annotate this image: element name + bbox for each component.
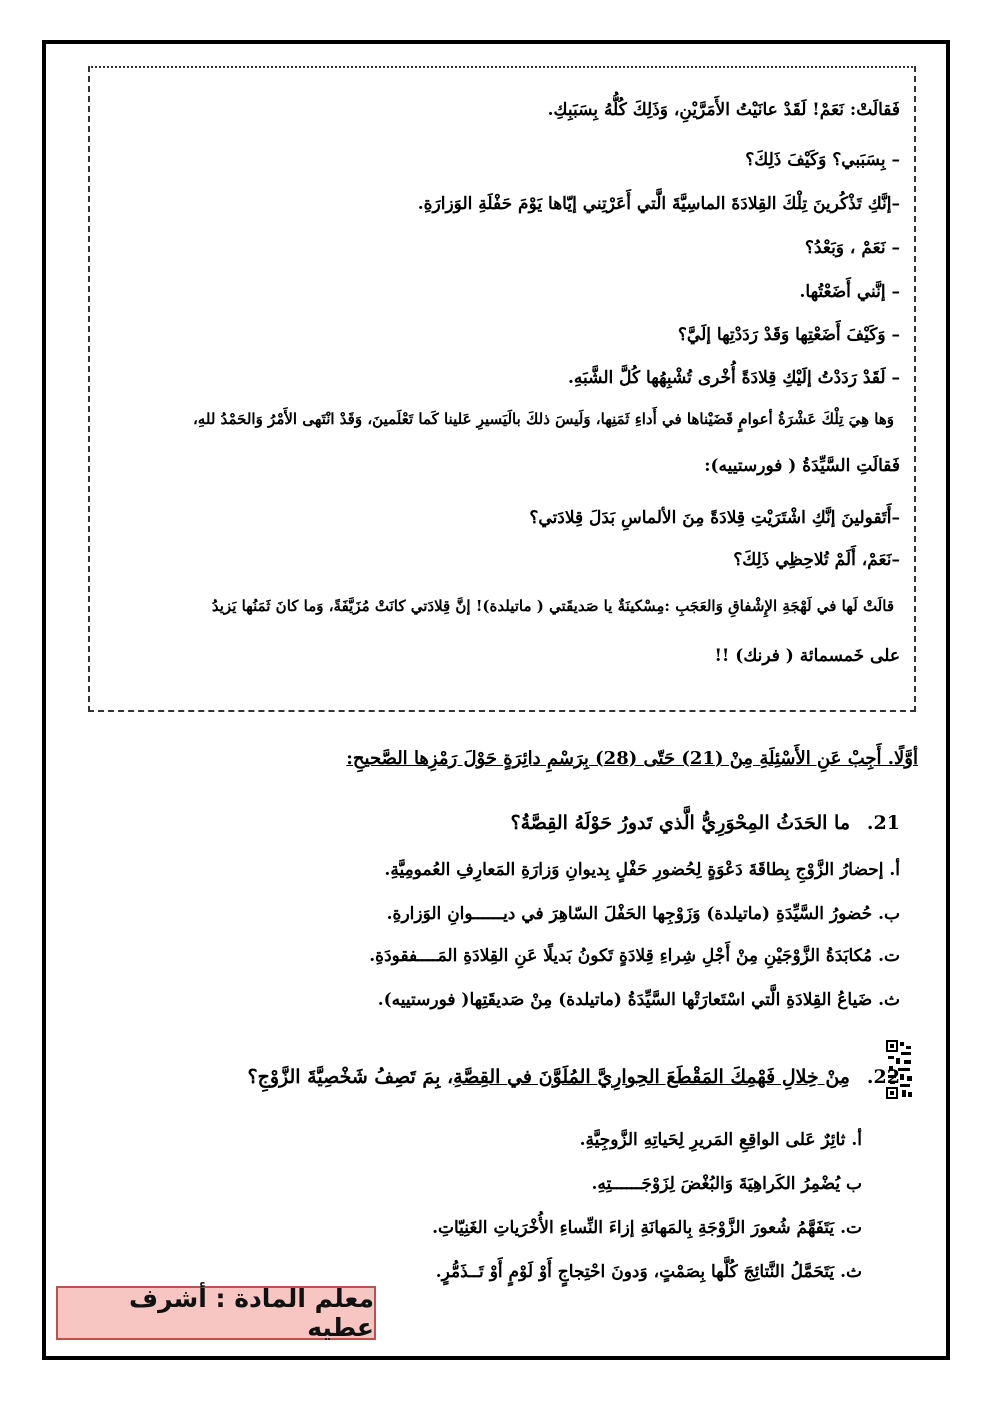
q21-option-c[interactable]: ت. مُكابَدَةُ الزَّوْجَيْنِ مِنْ أَجْلِ شِراءِ قِلادَةٍ تَكونُ بَديلًا عَنِ القِلادَةِ المَــــفقودَةِ. — [369, 946, 900, 966]
q21-option-a[interactable]: أ. إحضارُ الزَّوْجِ بِطاقَةَ دَعْوَةٍ لِحُضورِ حَفْلٍ بِديوانِ وَزارَةِ المَعارِفِ العُمومِيَّةِ. — [384, 860, 900, 880]
q21-text: ما الحَدَثُ المِحْوَرِيُّ الَّذي تَدورُ حَوْلَهُ القِصَّةُ؟ — [510, 812, 850, 834]
q22-text-rest: ، بِمَ تَصِفُ شَخْصِيَّةَ الزَّوْجِ؟ — [247, 1066, 454, 1088]
story-line-7: – لَقَدْ رَدَدْتُ إلَيْكِ قِلادَةً أُخْرى تُشْبِهُها كُلَّ الشَّبَهِ. — [567, 368, 900, 388]
teacher-name-label: معلم المادة : أشرف عطيه — [56, 1286, 376, 1340]
story-line-1: فَقالَتْ: نَعَمْ! لَقَدْ عانَيْتُ الأَمَرَّيْنِ، وَذَلِكَ كُلُّهُ بِسَبَبِكِ. — [547, 100, 900, 120]
story-line-8: وَها هِيَ تِلْكَ عَشْرَةُ أعوامٍ قَضَيْناها في أَداءِ ثَمَنِها، وَلَيسَ ذلكَ بالَيَسيرِ عَلينا كَما تَعْلَمينَ، وَقَدْ انْتَهى الأَمْرُ وَالحَمْدُ للهِ، — [192, 410, 894, 428]
q21-option-b[interactable]: ب. حُضورُ السَّيِّدَةِ (ماتيلدة) وَزَوْجِها الحَفْلَ السّاهِرَ في ديــــــوانِ الوَزارةِ. — [386, 904, 900, 924]
story-line-12: قالَتْ لَها في لَهْجَةِ الإِشْفاقِ وَالعَجَبِ :مِسْكينَةٌ يا صَديقَتي ( ماتيلدة)! إنَّ قِلادَتي كانَتْ مُزَيَّفَةً، وَما كانَ ثَمَنُها يَزيدُ — [211, 597, 894, 615]
q22-option-a[interactable]: أ. ثائِرٌ عَلى الواقِعِ المَريرِ لِحَياتِهِ الزَّوجِيَّةِ. — [579, 1130, 862, 1150]
story-line-3: –إنَّكِ تَذْكُرينَ تِلْكَ القِلادَةَ الماسِيَّةَ الَّتي أَعَرْتِني إيّاها يَوْمَ حَفْلَةِ الوَزارَةِ. — [417, 194, 900, 214]
q22-number: 22. — [866, 1066, 900, 1088]
story-line-10: –أَتَقولينَ إنَّكِ اشْتَرَيْتِ قِلادَةً مِنَ الألماسِ بَدَلَ قِلادَتي؟ — [529, 508, 900, 528]
section-instructions: أوَّلًا. أَجِبْ عَنِ الأَسْئِلَةِ مِنْ (21) حَتّى (28) بِرَسْمِ دائِرَةٍ حَوْلَ رَمْزِها الصَّحيحِ: — [346, 748, 918, 769]
story-line-9: فَقالَتِ السَّيِّدَةُ ( فورستييه): — [704, 456, 900, 476]
story-line-2: – بِسَبَبي؟ وَكَيْفَ ذَلِكَ؟ — [745, 150, 900, 170]
q21-option-d[interactable]: ث. ضَياعُ القِلادَةِ الَّتي اسْتَعارَتْها السَّيِّدَةُ (ماتيلدة) مِنْ صَديقَتِها( فورستييه). — [377, 990, 900, 1010]
q22-option-c[interactable]: ت. يَتَفَهَّمُ شُعورَ الزَّوْجَةِ بِالمَهانَةِ إزاءَ النِّساءِ الأُخْرَياتِ الغَنِيّاتِ. — [432, 1218, 862, 1238]
q22-option-b[interactable]: ب يُضْمِرُ الكَراهِيَةَ وَالبُغْضَ لِزَوْجَــــــتِهِ. — [591, 1174, 862, 1194]
story-line-13: على خَمسمائة ( فرنك) !! — [714, 646, 900, 666]
q22-text — [247, 1066, 850, 1088]
q21-number: 21. — [866, 812, 900, 834]
story-line-11: –نَعَمْ، أَلَمْ تُلاحِظِي ذَلِكَ؟ — [733, 550, 900, 570]
story-line-4: – نَعَمْ ، وَبَعْدُ؟ — [804, 238, 900, 258]
story-line-5: – إنَّني أَضَعْتُها. — [799, 282, 900, 302]
q22-text-underlined: مِنْ خِلالِ فَهْمِكَ المَقْطَعَ الحِوارِيَّ المُلَوَّنَ في القِصَّةِ — [453, 1066, 850, 1088]
story-line-6: – وَكَيْفَ أَضَعْتِها وَقَدْ رَدَدْتِها إلَيَّ؟ — [677, 325, 900, 345]
q22-option-d[interactable]: ث. يَتَحَمَّلُ النَّتائِجَ كُلَّها بِصَمْتٍ، وَدونَ احْتِجاجٍ أَوْ لَوْمٍ أَوْ تَــذَمُّرٍ. — [435, 1262, 862, 1282]
